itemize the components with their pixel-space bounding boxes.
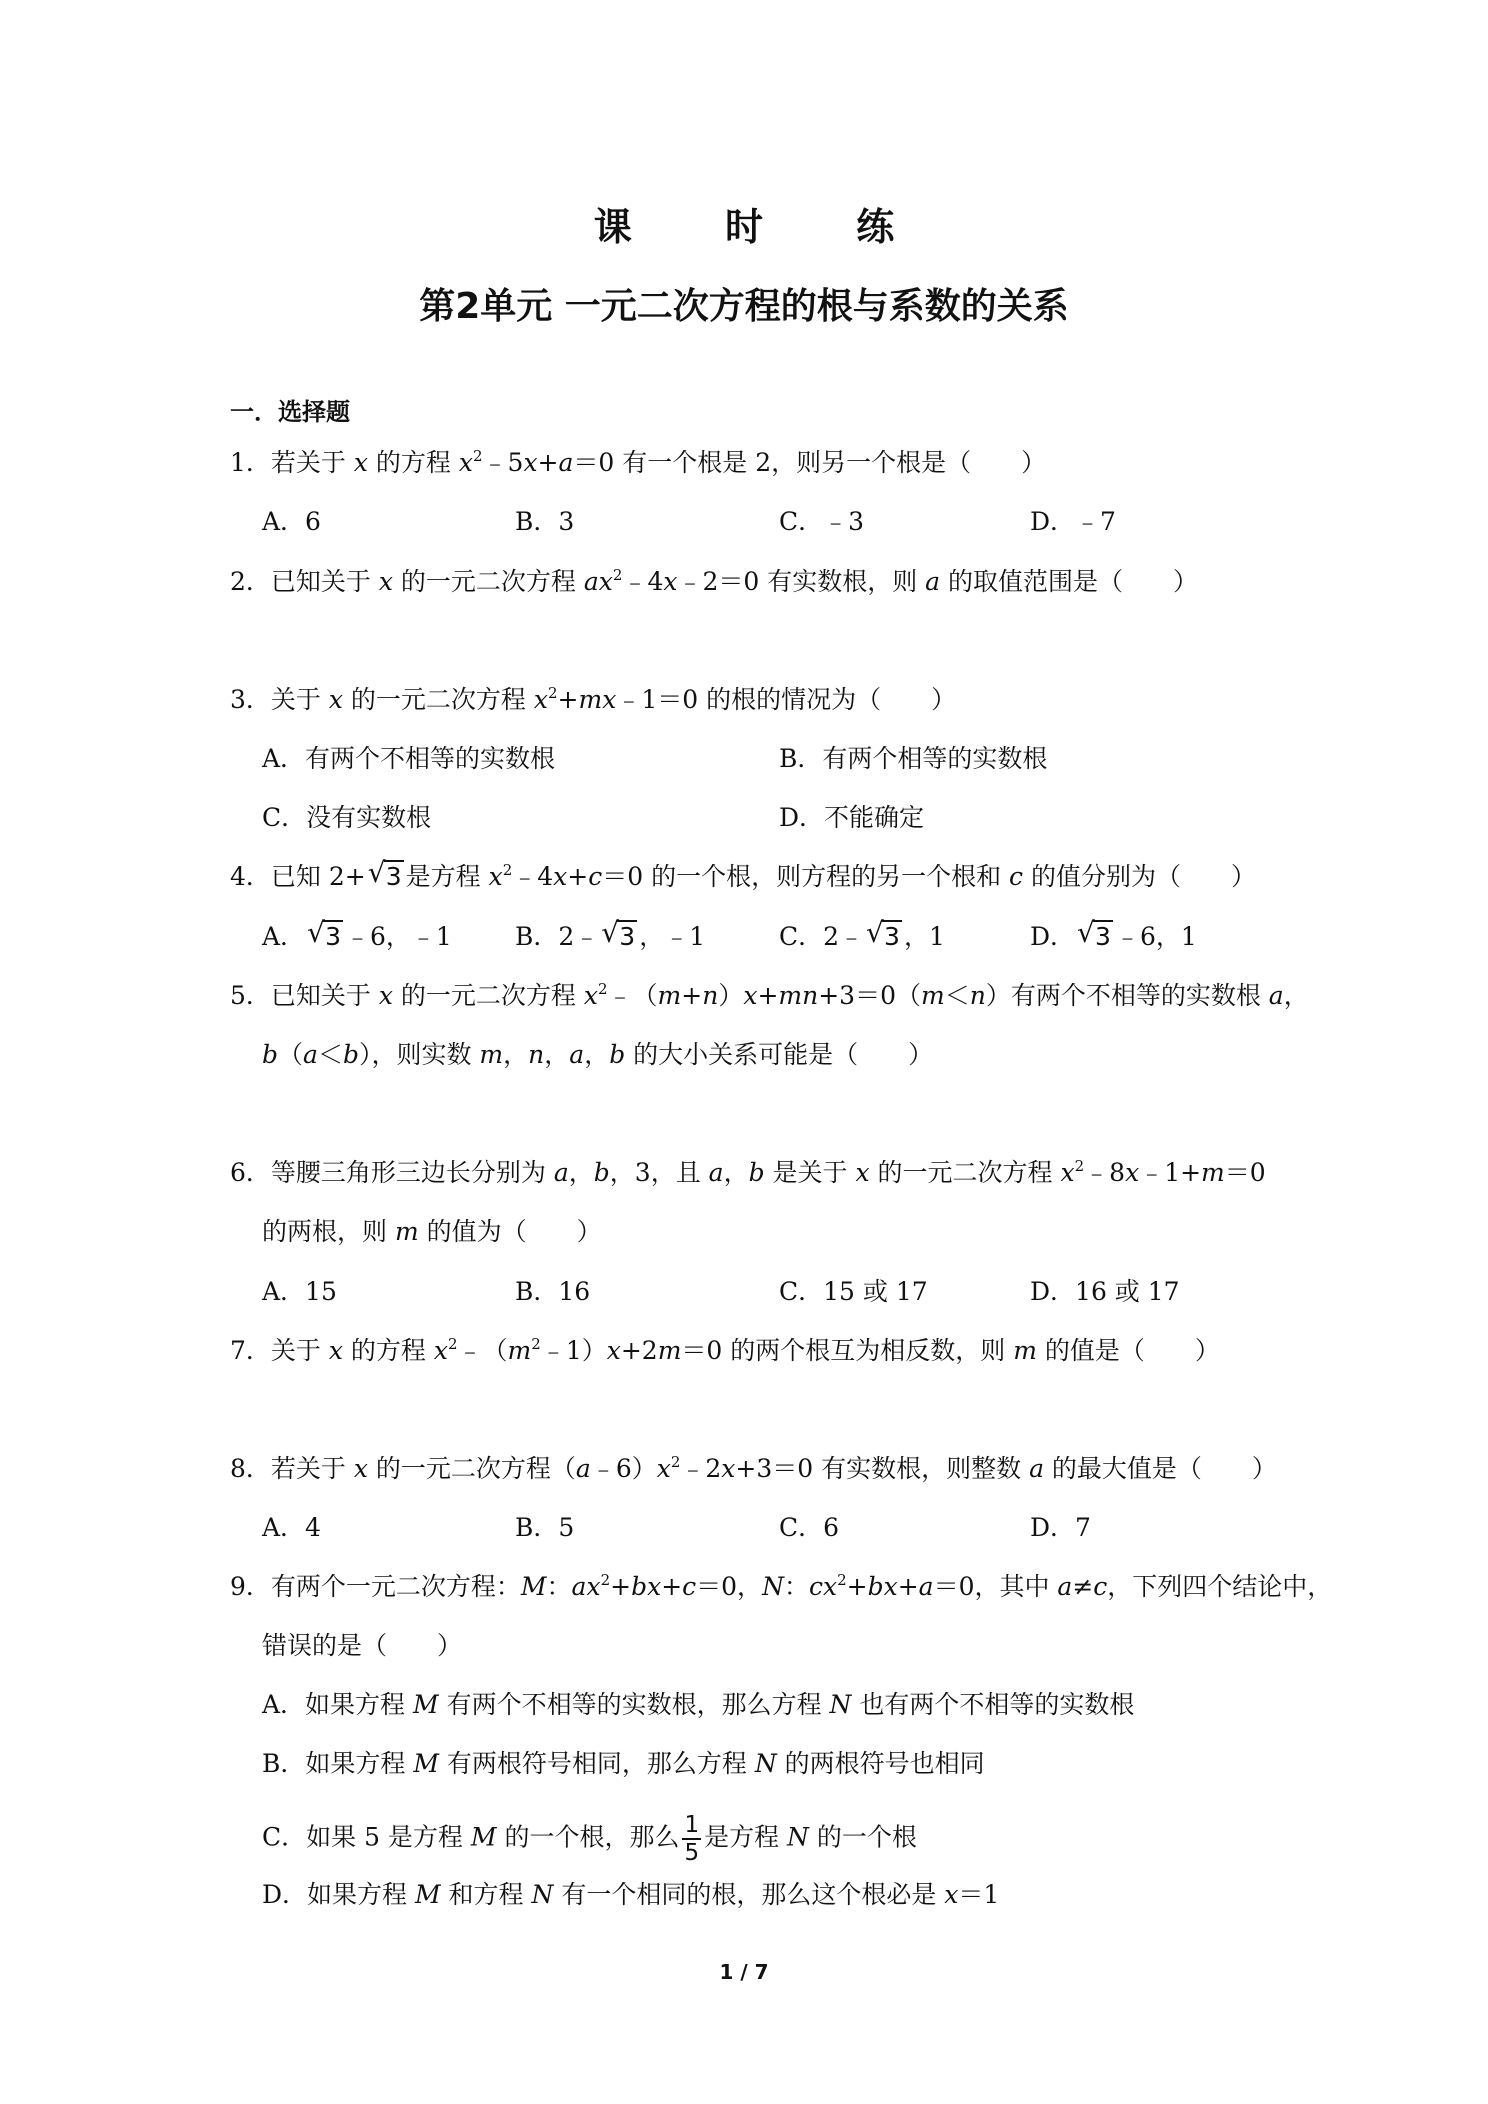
q8-option-c: C．6	[779, 1513, 840, 1542]
q9-option-b: B．如果方程 M 有两根符号相同，那么方程 N 的两根符号也相同	[262, 1749, 985, 1778]
unit-subtitle: 第2单元 一元二次方程的根与系数的关系	[419, 286, 1069, 327]
question-4-stem: 4．已知 2+ √ 3 是方程 $x^2﹣4x+c=0$ 的一个根，则方程的另一个根和 c 的值分别为（ ）	[230, 856, 1256, 891]
q3-option-a: A．有两个不相等的实数根	[262, 744, 556, 773]
q8-option-b: B．5	[515, 1513, 575, 1542]
question-2-stem: 2．已知关于 x 的一元二次方程 $ax^2﹣4x﹣2=0$ 有实数根，则 a 的取值范围是（ ）	[230, 566, 1199, 596]
q1-option-c: C．﹣3	[779, 507, 865, 536]
question-5-stem-cont: b（a＜b），则实数 m，n，a，b 的大小关系可能是（ ）	[262, 1040, 934, 1069]
q6-option-b: B．16	[515, 1277, 591, 1306]
question-6-stem-cont: 的两根，则 m 的值为（ ）	[262, 1217, 602, 1246]
q6-option-d: D．16 或 17	[1030, 1277, 1180, 1306]
question-5-stem: 5．已知关于 x 的一元二次方程 $x^2﹣(m+n)x+mn+3=0(m<n)$有两个不相等的实数根 a，	[230, 980, 1309, 1010]
question-7-stem: 7．关于 x 的方程 $x^2﹣(m^2﹣1)x+2m=0$ 的两个根互为相反数，则 m 的值是（ ）	[230, 1335, 1220, 1365]
q6-option-c: C．15 或 17	[779, 1277, 928, 1306]
q3-option-c: C．没有实数根	[262, 803, 432, 832]
q3-option-b: B．有两个相等的实数根	[779, 744, 1048, 773]
q1-option-b: B．3	[515, 507, 575, 536]
q1-option-d: D．﹣7	[1030, 507, 1116, 536]
q9-option-c: C．如果 5 是方程 M 的一个根，那么 $\frac{1}{5}$ 是方程 N 的一个根	[262, 1812, 917, 1866]
q8-option-d: D．7	[1030, 1513, 1091, 1542]
q8-option-a: A．4	[262, 1513, 321, 1542]
question-8-stem: 8．若关于 x 的一元二次方程$(a﹣6)x^2﹣2x+3=0$ 有实数根，则整数 a 的最大值是（ ）	[230, 1453, 1277, 1483]
q1-option-a: A．6	[262, 507, 321, 536]
q9-option-d: D．如果方程 M 和方程 N 有一个相同的根，那么这个根必是 x＝1	[262, 1880, 1000, 1909]
question-6-stem: 6．等腰三角形三边长分别为 a，b，3，且 a，b 是关于 x 的一元二次方程 $x^2﹣8x﹣1+m=0$	[230, 1157, 1266, 1187]
section-heading: 一．选择题	[230, 398, 350, 426]
q4-option-b: B．2﹣ √ 3 ，﹣1	[515, 916, 706, 951]
q4-option-d: D． √ 3 ﹣6，1	[1030, 916, 1197, 951]
question-9-stem-cont: 错误的是（ ）	[262, 1631, 463, 1660]
q4-option-a: A． √ 3 ﹣6，﹣1	[262, 916, 452, 951]
q9-option-a: A．如果方程 M 有两个不相等的实数根，那么方程 N 也有两个不相等的实数根	[262, 1690, 1135, 1719]
q3-option-d: D．不能确定	[779, 803, 925, 832]
question-9-stem: 9．有两个一元二次方程：M：$ax^2+bx+c=0$，N：$cx^2+bx+a=0$，其中 a≠c，下列四个结论中，	[230, 1571, 1333, 1601]
page-number: 1 / 7	[719, 1960, 769, 1984]
page-title: 课 时 练	[593, 205, 935, 249]
question-1-stem: 1．若关于 x 的方程 $x^2﹣5x+a=0$ 有一个根是 2，则另一个根是（ ）	[230, 447, 1047, 477]
question-3-stem: 3．关于 x 的一元二次方程 $x^2+mx﹣1=0$ 的根的情况为（ ）	[230, 684, 957, 714]
q6-option-a: A．15	[262, 1277, 337, 1306]
q4-option-c: C．2﹣ √ 3 ，1	[779, 916, 945, 951]
